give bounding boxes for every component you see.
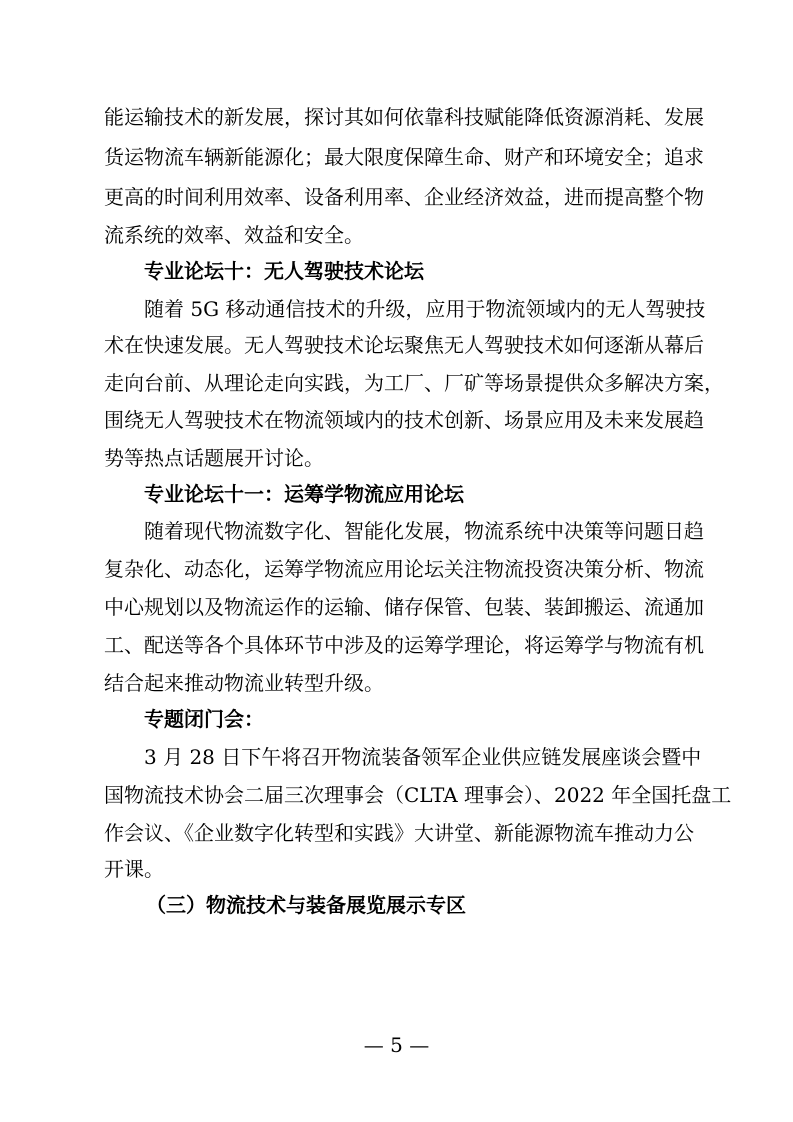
body-text-line: 工、配送等各个具体环节中涉及的运筹学理论，将运筹学与物流有机 <box>104 633 704 657</box>
body-text-line: 作会议、《企业数字化转型和实践》大讲堂、新能源物流车推动力公 <box>104 821 694 845</box>
body-text-line: 随着现代物流数字化、智能化发展，物流系统中决策等问题日趋 <box>144 519 704 543</box>
body-text-line: 货运物流车辆新能源化；最大限度保障生命、财产和环境安全；追求 <box>104 145 704 169</box>
body-text-line: 中心规划以及物流运作的运输、储存保管、包装、装卸搬运、流通加 <box>104 595 704 619</box>
body-text-line: 开课。 <box>104 857 164 881</box>
body-text-line: 复杂化、动态化，运筹学物流应用论坛关注物流投资决策分析、物流 <box>104 557 704 581</box>
body-text-line: 走向台前、从理论走向实践，为工厂、厂矿等场景提供众多解决方案， <box>104 371 724 395</box>
body-text-line: 势等热点话题展开讨论。 <box>104 446 324 470</box>
body-text-line: 国物流技术协会二届三次理事会（CLTA 理事会）、2022 年全国托盘工 <box>104 783 732 807</box>
meeting-heading: 专题闭门会： <box>144 707 264 731</box>
section-heading: （三）物流技术与装备展览展示专区 <box>146 893 466 917</box>
body-text-line: 结合起来推动物流业转型升级。 <box>104 671 384 695</box>
body-text-line: 更高的时间利用效率、设备利用率、企业经济效益，进而提高整个物 <box>104 185 704 209</box>
body-text-line: 围绕无人驾驶技术在物流领域内的技术创新、场景应用及未来发展趋 <box>104 408 704 432</box>
forum-heading: 专业论坛十一：运筹学物流应用论坛 <box>144 482 464 506</box>
forum-heading: 专业论坛十：无人驾驶技术论坛 <box>144 259 424 283</box>
body-text-line: 随着 5G 移动通信技术的升级，应用于物流领域内的无人驾驶技 <box>144 297 706 321</box>
body-text-line: 术在快速发展。无人驾驶技术论坛聚焦无人驾驶技术如何逐渐从幕后 <box>104 333 704 357</box>
body-text-line: 流系统的效率、效益和安全。 <box>104 223 364 247</box>
body-text-line: 3 月 28 日下午将召开物流装备领军企业供应链发展座谈会暨中 <box>144 745 702 769</box>
page-number: — 5 — <box>363 1033 430 1057</box>
body-text-line: 能运输技术的新发展，探讨其如何依靠科技赋能降低资源消耗、发展 <box>104 105 704 129</box>
